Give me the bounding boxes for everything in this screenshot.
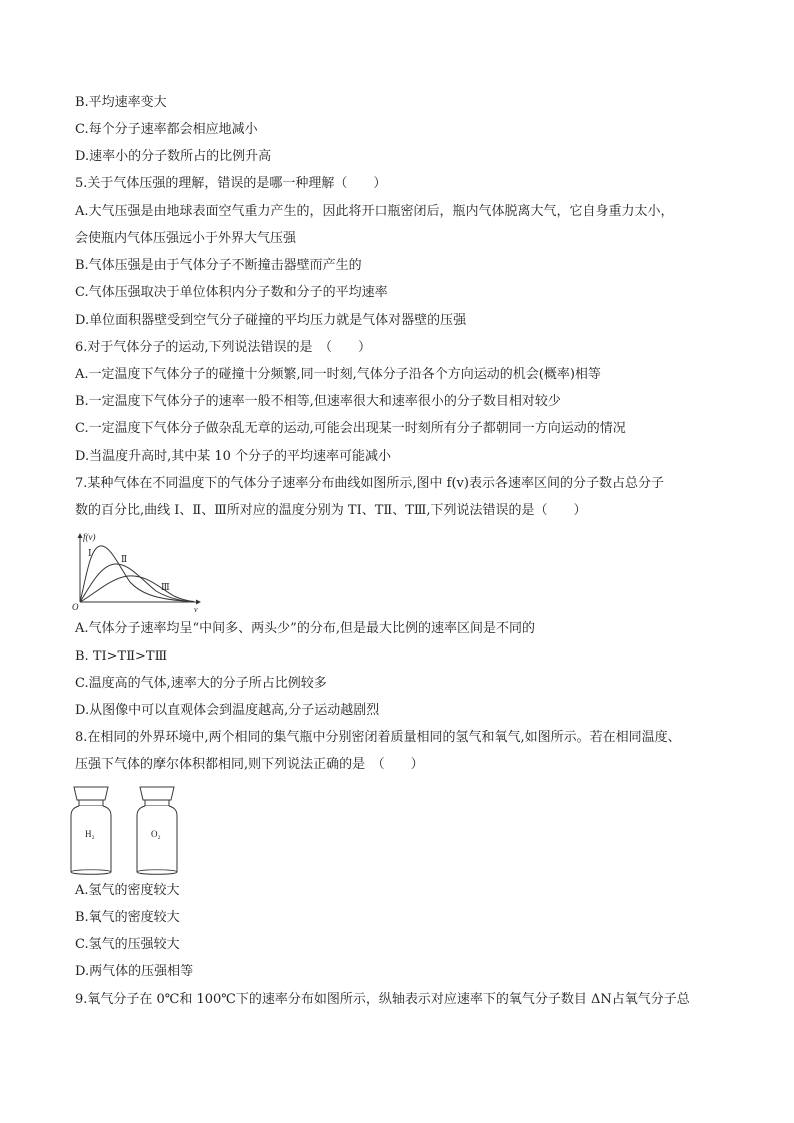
q8-option-b: B.氧气的密度较大 <box>75 910 180 925</box>
q5-option-b: B.气体压强是由于气体分子不断撞击器壁而产生的 <box>75 258 362 273</box>
q4-option-d: D.速率小的分子数所占的比例升高 <box>75 149 272 164</box>
q7-option-c: C.温度高的气体,速率大的分子所占比例较多 <box>75 676 327 691</box>
origin-label: O <box>72 602 79 612</box>
x-axis-label: v <box>194 605 198 614</box>
q6-option-a: A.一定温度下气体分子的碰撞十分频繁,同一时刻,气体分子沿各个方向运动的机会(概率)相等 <box>75 367 601 382</box>
q5-stem: 5.关于气体压强的理解，错误的是哪一种理解（ ） <box>75 176 387 191</box>
q9-stem: 9.氧气分子在 0℃和 100℃下的速率分布如图所示，纵轴表示对应速率下的氧气分子数目 ΔN占氧气分子总 <box>75 992 690 1007</box>
curve-2 <box>80 564 188 602</box>
q7-stem-cont: 数的百分比,曲线 Ⅰ、Ⅱ、Ⅲ所对应的温度分别为 TⅠ、TⅡ、TⅢ,下列说法错误的是（ ） <box>75 503 587 518</box>
q6-option-b: B.一定温度下气体分子的速率一般不相等,但速率很大和速率很小的分子数目相对较少 <box>75 394 561 409</box>
q4-option-b: B.平均速率变大 <box>75 95 167 110</box>
q7-option-b: B. TⅠ>TⅡ>TⅢ <box>75 649 168 664</box>
q8-stem: 8.在相同的外界环境中,两个相同的集气瓶中分别密闭着质量相同的氢气和氧气,如图所示。若在相同温度、 <box>75 730 681 745</box>
gas-bottles-figure <box>66 782 196 878</box>
curve-2-label: Ⅱ <box>121 554 128 564</box>
q6-option-d: D.当温度升高时,其中某 10 个分子的平均速率可能减小 <box>75 449 392 464</box>
speed-distribution-figure <box>70 530 210 615</box>
q7-stem: 7.某种气体在不同温度下的气体分子速率分布曲线如图所示,图中 f(v)表示各速率区间的分子数占总分子 <box>75 476 664 491</box>
q7-option-d: D.从图像中可以直观体会到温度越高,分子运动越剧烈 <box>75 703 380 718</box>
q5-option-d: D.单位面积器壁受到空气分子碰撞的平均压力就是气体对器壁的压强 <box>75 313 467 328</box>
q5-option-a-cont: 会使瓶内气体压强远小于外界大气压强 <box>75 231 297 246</box>
q7-option-a: A.气体分子速率均呈“中间多、两头少”的分布,但是最大比例的速率区间是不同的 <box>75 621 535 636</box>
q4-option-c: C.每个分子速率都会相应地减小 <box>75 122 258 137</box>
q8-stem-cont: 压强下气体的摩尔体积都相同,则下列说法正确的是 （ ） <box>75 757 424 772</box>
q5-option-a: A.大气压强是由地球表面空气重力产生的，因此将开口瓶密闭后，瓶内气体脱离大气，它自身重力太小， <box>75 204 674 219</box>
q5-option-c: C.气体压强取决于单位体积内分子数和分子的平均速率 <box>75 285 388 300</box>
q8-option-d: D.两气体的压强相等 <box>75 964 194 979</box>
q8-option-a: A.氢气的密度较大 <box>75 883 180 898</box>
oxygen-label: O₂ <box>151 829 161 839</box>
curve-3-label: Ⅲ <box>161 582 170 592</box>
y-axis-label: f(v) <box>83 532 96 542</box>
q6-option-c: C.一定温度下气体分子做杂乱无章的运动,可能会出现某一时刻所有分子都朝同一方向运动的情况 <box>75 421 626 436</box>
hydrogen-label: H₂ <box>85 829 95 839</box>
q6-stem: 6.对于气体分子的运动,下列说法错误的是 （ ） <box>75 340 372 355</box>
y-axis-arrow <box>78 533 83 538</box>
x-axis-arrow <box>196 600 201 605</box>
curve-1-label: Ⅰ <box>88 548 92 558</box>
curve-3 <box>80 576 194 602</box>
q8-option-c: C.氢气的压强较大 <box>75 937 180 952</box>
